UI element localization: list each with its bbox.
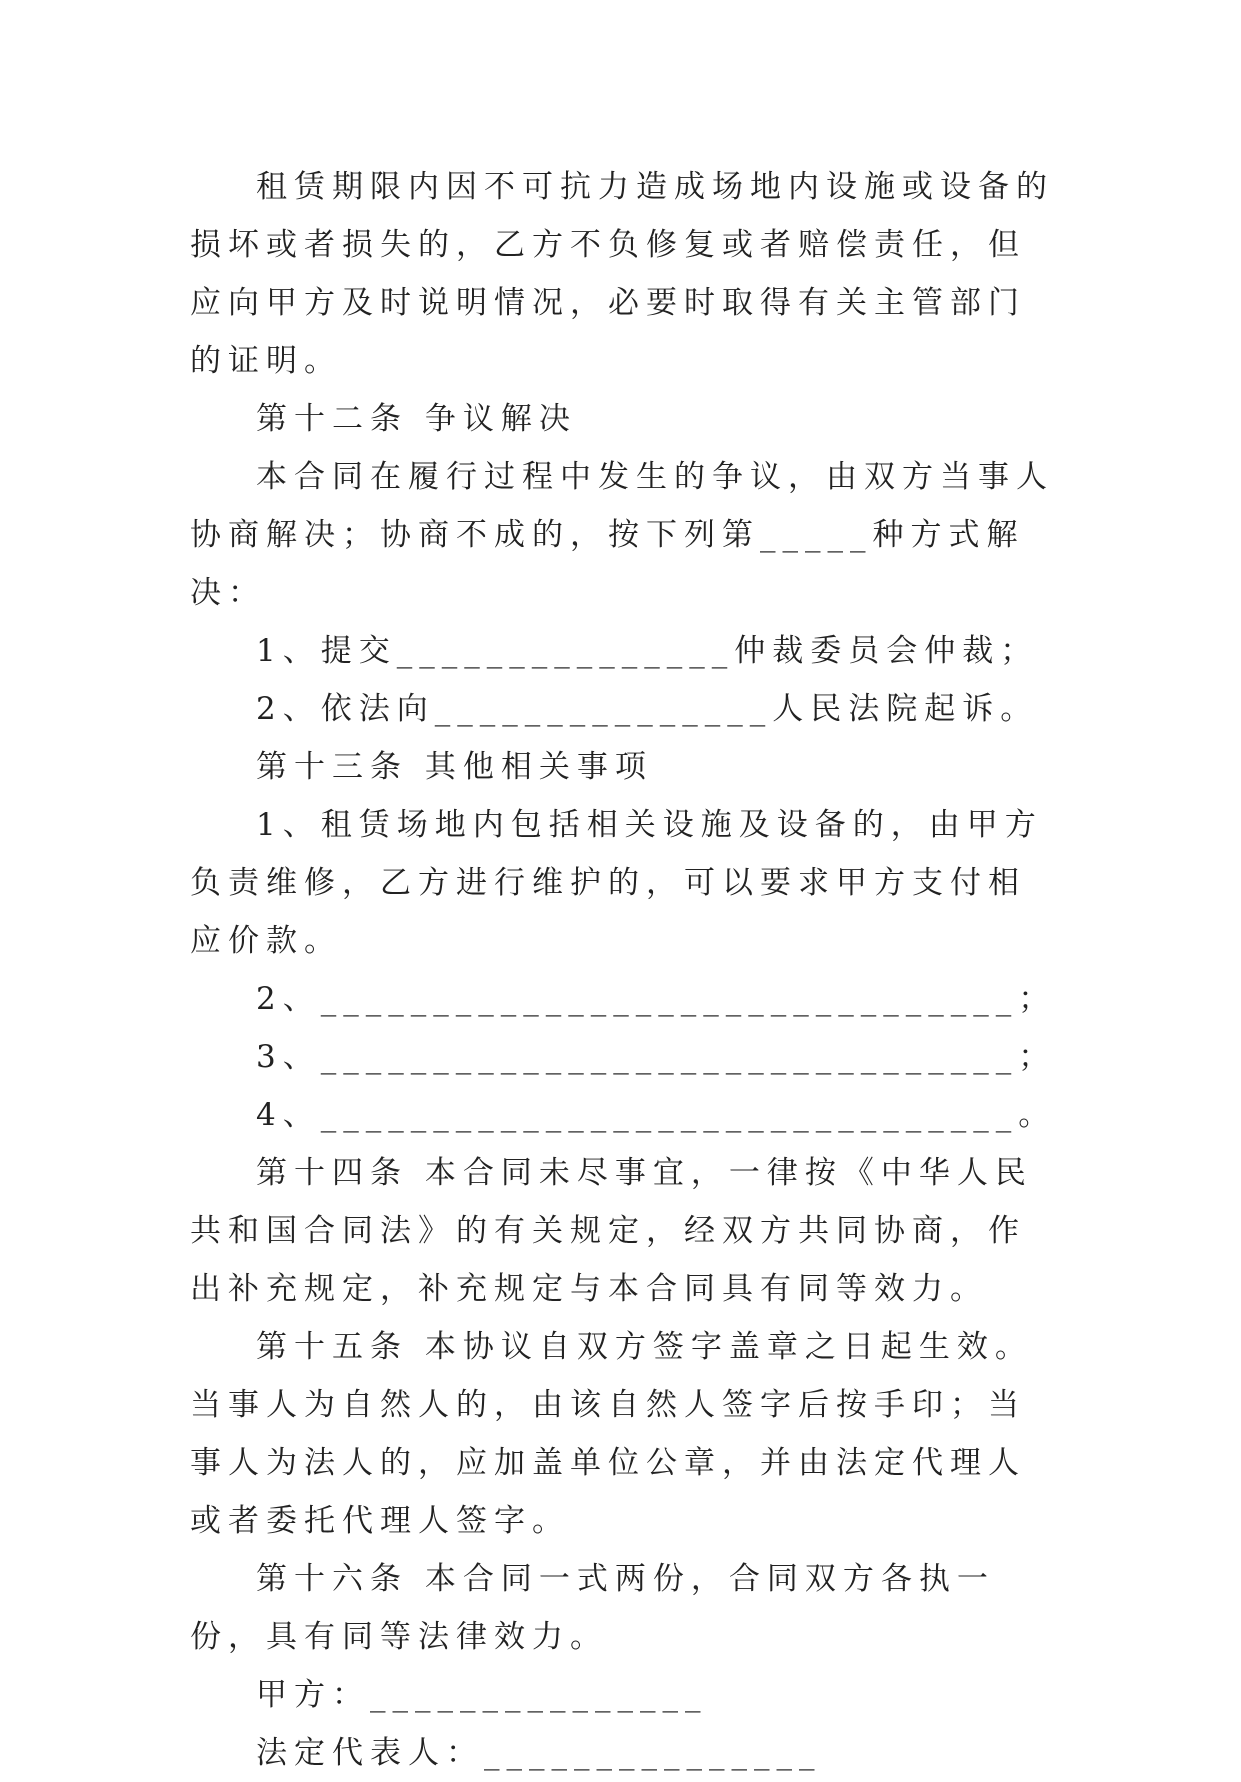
option-litigation: 2、依法向_______________人民法院起诉。 — [256, 691, 1039, 727]
item-blank-3: 3、_______________________________； — [256, 1039, 1057, 1075]
item-blank-2: 2、_______________________________； — [256, 981, 1057, 1017]
signature-party-a: 甲方：_______________ — [256, 1677, 708, 1713]
paragraph-article-16: 第十六条 本合同一式两份，合同双方各执一份，具有同等法律效力。 — [190, 1561, 995, 1655]
paragraph-force-majeure: 租赁期限内因不可抗力造成场地内设施或设备的损坏或者损失的，乙方不负修复或者赔偿责任，但应向甲方及时说明情况，必要时取得有关主管部门的证明。 — [190, 169, 1054, 379]
contract-body — [190, 158, 1060, 1782]
heading-article-12: 第十二条 争议解决 — [256, 401, 577, 437]
option-arbitration: 1、提交_______________仲裁委员会仲裁； — [256, 633, 1039, 669]
heading-article-13: 第十三条 其他相关事项 — [256, 749, 653, 785]
paragraph-dispute-resolution: 本合同在履行过程中发生的争议，由双方当事人协商解决；协商不成的，按下列第_____种方式解决： — [190, 459, 1054, 611]
paragraph-article-15: 第十五条 本协议自双方签字盖章之日起生效。当事人为自然人的，由该自然人签字后按手印；当事人为法人的，应加盖单位公章，并由法定代理人或者委托代理人签字。 — [190, 1329, 1033, 1539]
paragraph-article-14: 第十四条 本合同未尽事宜，一律按《中华人民共和国合同法》的有关规定，经双方共同协商，作出补充规定，补充规定与本合同具有同等效力。 — [190, 1155, 1033, 1307]
signature-legal-representative: 法定代表人：_______________ — [256, 1735, 822, 1771]
item-blank-4: 4、_______________________________。 — [256, 1097, 1057, 1133]
item-maintenance: 1、租赁场地内包括相关设施及设备的，由甲方负责维修，乙方进行维护的，可以要求甲方支付相应价款。 — [190, 807, 1043, 959]
